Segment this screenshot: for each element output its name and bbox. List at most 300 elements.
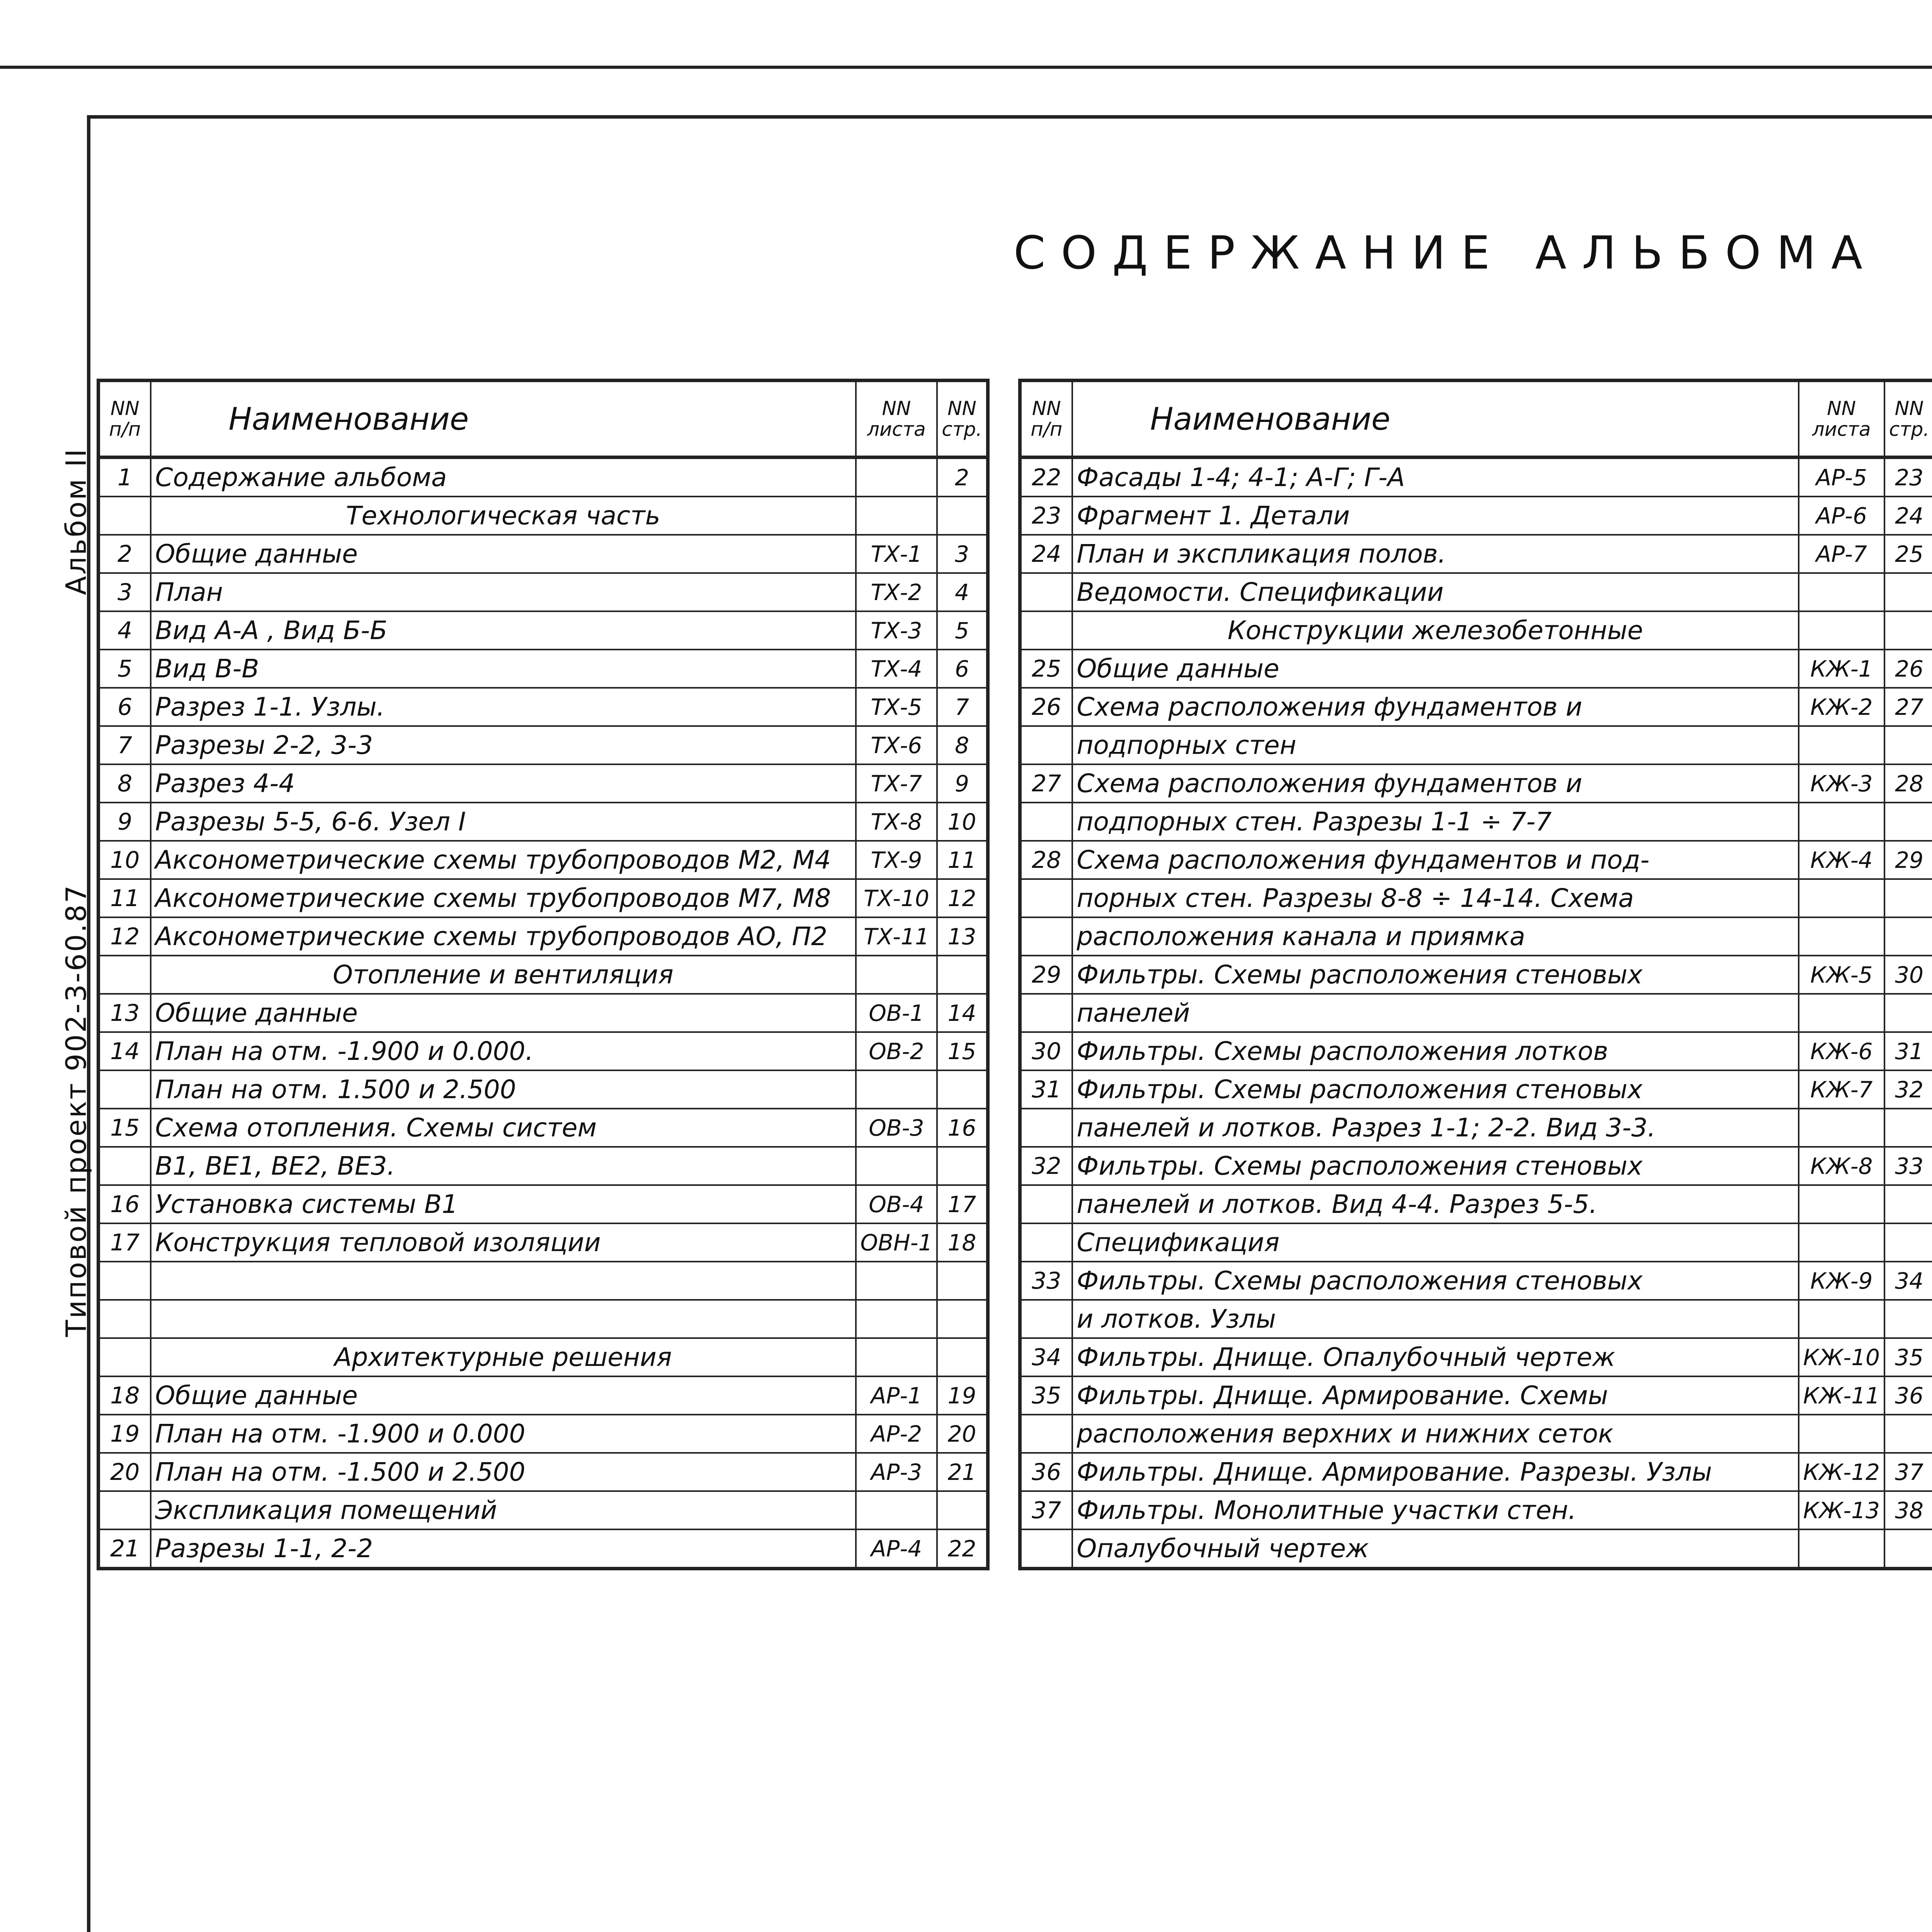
cell-sheet <box>856 457 937 497</box>
cell-name: Разрез 1-1. Узлы. <box>151 688 856 726</box>
table-row <box>1020 1147 1932 1185</box>
sheet-top-border <box>0 66 1932 69</box>
table-row <box>1020 1185 1932 1223</box>
cell-page <box>937 497 988 535</box>
table-row <box>99 573 988 611</box>
cell-sheet: ОВ-4 <box>856 1185 937 1223</box>
table-row <box>99 1300 988 1338</box>
header-name: Наименование <box>151 381 856 457</box>
cell-page <box>1884 1109 1932 1147</box>
cell-sheet <box>856 1338 937 1376</box>
cell-name: Фильтры. Монолитные участки стен. <box>1072 1491 1799 1529</box>
table-row <box>1020 1338 1932 1376</box>
cell-page: 17 <box>937 1185 988 1223</box>
cell-sheet: ТХ-11 <box>856 917 937 956</box>
cell-num: 31 <box>1020 1070 1072 1109</box>
table-row <box>99 1262 988 1300</box>
cell-num: 1 <box>99 457 151 497</box>
cell-page: 32 <box>1884 1070 1932 1109</box>
cell-sheet <box>1799 1109 1884 1147</box>
cell-num: 25 <box>1020 650 1072 688</box>
table-row <box>1020 726 1932 764</box>
cell-num: 13 <box>99 994 151 1032</box>
cell-name: Общие данные <box>151 1376 856 1415</box>
cell-sheet <box>856 1300 937 1338</box>
table-row <box>99 879 988 917</box>
table-row <box>1020 535 1932 573</box>
table-row <box>99 956 988 994</box>
cell-name: расположения канала и приямка <box>1072 917 1799 956</box>
cell-num: 34 <box>1020 1338 1072 1376</box>
cell-num: 12 <box>99 917 151 956</box>
cell-num: 9 <box>99 803 151 841</box>
cell-sheet <box>1799 1529 1884 1569</box>
table-row <box>99 1109 988 1147</box>
cell-name: Ведомости. Спецификации <box>1072 573 1799 611</box>
cell-num: 2 <box>99 535 151 573</box>
table-row <box>99 497 988 535</box>
cell-name: Вид А-А , Вид Б-Б <box>151 611 856 650</box>
table-row <box>1020 688 1932 726</box>
table-row <box>99 1032 988 1070</box>
cell-num: 20 <box>99 1453 151 1491</box>
album-label: Альбом II <box>60 447 92 595</box>
cell-name: Конструкция тепловой изоляции <box>151 1223 856 1262</box>
table-row <box>1020 764 1932 803</box>
cell-page <box>1884 573 1932 611</box>
header-num: NN п/п <box>1020 381 1072 457</box>
cell-page: 3 <box>937 535 988 573</box>
cell-num <box>99 1147 151 1185</box>
cell-name <box>151 1262 856 1300</box>
cell-sheet <box>856 1147 937 1185</box>
cell-sheet <box>1799 994 1884 1032</box>
cell-num <box>1020 1300 1072 1338</box>
cell-num: 30 <box>1020 1032 1072 1070</box>
cell-page <box>937 1491 988 1529</box>
cell-num <box>1020 726 1072 764</box>
cell-page: 37 <box>1884 1453 1932 1491</box>
table-row <box>99 1185 988 1223</box>
cell-name: Разрезы 1-1, 2-2 <box>151 1529 856 1569</box>
cell-sheet <box>1799 1223 1884 1262</box>
cell-sheet: КЖ-6 <box>1799 1032 1884 1070</box>
page-title: СОДЕРЖАНИЕ АЛЬБОМА <box>1014 226 1878 279</box>
table-row <box>99 764 988 803</box>
cell-num: 19 <box>99 1415 151 1453</box>
table-row <box>99 994 988 1032</box>
cell-page: 10 <box>937 803 988 841</box>
cell-sheet: КЖ-10 <box>1799 1338 1884 1376</box>
cell-sheet: ТХ-6 <box>856 726 937 764</box>
cell-name: Схема расположения фундаментов и под- <box>1072 841 1799 879</box>
cell-page: 21 <box>937 1453 988 1491</box>
cell-name: Фрагмент 1. Детали <box>1072 497 1799 535</box>
cell-page: 11 <box>937 841 988 879</box>
cell-num <box>99 956 151 994</box>
cell-page <box>1884 611 1932 650</box>
cell-name: Фильтры. Схемы расположения стеновых <box>1072 1147 1799 1185</box>
cell-page: 26 <box>1884 650 1932 688</box>
cell-num: 8 <box>99 764 151 803</box>
cell-num: 4 <box>99 611 151 650</box>
cell-num: 7 <box>99 726 151 764</box>
cell-sheet: ОВН-1 <box>856 1223 937 1262</box>
cell-page <box>937 956 988 994</box>
cell-page: 7 <box>937 688 988 726</box>
cell-num: 37 <box>1020 1491 1072 1529</box>
toc-table-2 <box>1018 379 1932 1570</box>
cell-num <box>99 497 151 535</box>
cell-name: Конструкции железобетонные <box>1072 611 1799 650</box>
table-row <box>1020 1070 1932 1109</box>
cell-num <box>1020 1185 1072 1223</box>
cell-num <box>1020 611 1072 650</box>
cell-name: Разрезы 2-2, 3-3 <box>151 726 856 764</box>
cell-num: 14 <box>99 1032 151 1070</box>
cell-sheet: ТХ-8 <box>856 803 937 841</box>
table-row <box>1020 1529 1932 1569</box>
cell-page <box>1884 1529 1932 1569</box>
table-row <box>99 1376 988 1415</box>
cell-page: 5 <box>937 611 988 650</box>
cell-sheet: ОВ-3 <box>856 1109 937 1147</box>
cell-sheet: КЖ-5 <box>1799 956 1884 994</box>
header-page: NN стр. <box>937 381 988 457</box>
cell-name: Фасады 1-4; 4-1; А-Г; Г-А <box>1072 457 1799 497</box>
cell-sheet: АР-5 <box>1799 457 1884 497</box>
cell-page <box>1884 994 1932 1032</box>
cell-sheet: ТХ-3 <box>856 611 937 650</box>
cell-page: 23 <box>1884 457 1932 497</box>
cell-page: 28 <box>1884 764 1932 803</box>
cell-name: Схема расположения фундаментов и <box>1072 764 1799 803</box>
cell-num: 27 <box>1020 764 1072 803</box>
cell-name: Разрезы 5-5, 6-6. Узел I <box>151 803 856 841</box>
header-page: NN стр. <box>1884 381 1932 457</box>
cell-page: 24 <box>1884 497 1932 535</box>
cell-sheet <box>856 497 937 535</box>
cell-name: порных стен. Разрезы 8-8 ÷ 14-14. Схема <box>1072 879 1799 917</box>
cell-num: 28 <box>1020 841 1072 879</box>
cell-num: 32 <box>1020 1147 1072 1185</box>
header-row <box>1020 381 1932 457</box>
cell-sheet <box>1799 611 1884 650</box>
table-row <box>1020 611 1932 650</box>
cell-page <box>1884 1300 1932 1338</box>
cell-name: Общие данные <box>151 994 856 1032</box>
table-row <box>1020 1262 1932 1300</box>
cell-name <box>151 1300 856 1338</box>
cell-page: 14 <box>937 994 988 1032</box>
table-row <box>99 650 988 688</box>
cell-name: Фильтры. Днище. Армирование. Разрезы. Узлы <box>1072 1453 1799 1491</box>
cell-page: 15 <box>937 1032 988 1070</box>
cell-sheet: ТХ-1 <box>856 535 937 573</box>
table-row <box>1020 1415 1932 1453</box>
cell-num <box>1020 573 1072 611</box>
cell-name: Спецификация <box>1072 1223 1799 1262</box>
table-row <box>99 803 988 841</box>
cell-page: 35 <box>1884 1338 1932 1376</box>
cell-name: План на отм. 1.500 и 2.500 <box>151 1070 856 1109</box>
cell-sheet <box>1799 726 1884 764</box>
table-row <box>1020 1109 1932 1147</box>
cell-sheet: ОВ-1 <box>856 994 937 1032</box>
cell-sheet <box>1799 879 1884 917</box>
cell-sheet <box>1799 1300 1884 1338</box>
cell-name: Вид В-В <box>151 650 856 688</box>
cell-name: и лотков. Узлы <box>1072 1300 1799 1338</box>
cell-name: Аксонометрические схемы трубопроводов М7, М8 <box>151 879 856 917</box>
cell-sheet: КЖ-2 <box>1799 688 1884 726</box>
cell-num <box>1020 1223 1072 1262</box>
table-row <box>99 1147 988 1185</box>
cell-num: 15 <box>99 1109 151 1147</box>
cell-page: 20 <box>937 1415 988 1453</box>
cell-page: 29 <box>1884 841 1932 879</box>
cell-sheet <box>1799 803 1884 841</box>
cell-page: 6 <box>937 650 988 688</box>
cell-num <box>99 1338 151 1376</box>
cell-num: 36 <box>1020 1453 1072 1491</box>
cell-page: 22 <box>937 1529 988 1569</box>
cell-name: Отопление и вентиляция <box>151 956 856 994</box>
cell-name: Общие данные <box>1072 650 1799 688</box>
cell-sheet <box>1799 1185 1884 1223</box>
table-row <box>1020 1491 1932 1529</box>
cell-name: Фильтры. Днище. Армирование. Схемы <box>1072 1376 1799 1415</box>
cell-num: 23 <box>1020 497 1072 535</box>
cell-name: Экспликация помещений <box>151 1491 856 1529</box>
cell-page <box>1884 917 1932 956</box>
table-row <box>1020 1300 1932 1338</box>
cell-page <box>1884 1223 1932 1262</box>
table-row <box>1020 1376 1932 1415</box>
cell-page: 36 <box>1884 1376 1932 1415</box>
cell-sheet: АР-3 <box>856 1453 937 1491</box>
cell-name: Фильтры. Схемы расположения лотков <box>1072 1032 1799 1070</box>
header-sheet: NN листа <box>856 381 937 457</box>
cell-page <box>937 1300 988 1338</box>
cell-sheet: ТХ-2 <box>856 573 937 611</box>
table-row <box>99 611 988 650</box>
cell-sheet: АР-6 <box>1799 497 1884 535</box>
cell-name: панелей и лотков. Вид 4-4. Разрез 5-5. <box>1072 1185 1799 1223</box>
table-row <box>1020 650 1932 688</box>
cell-name: В1, ВЕ1, ВЕ2, ВЕ3. <box>151 1147 856 1185</box>
cell-sheet <box>856 1070 937 1109</box>
cell-num: 21 <box>99 1529 151 1569</box>
cell-name: Схема расположения фундаментов и <box>1072 688 1799 726</box>
cell-num <box>99 1070 151 1109</box>
cell-num <box>99 1262 151 1300</box>
cell-sheet: ТХ-7 <box>856 764 937 803</box>
cell-sheet: ТХ-5 <box>856 688 937 726</box>
toc-table-1 <box>97 379 990 1570</box>
cell-name: подпорных стен. Разрезы 1-1 ÷ 7-7 <box>1072 803 1799 841</box>
cell-num <box>1020 917 1072 956</box>
cell-name: План на отм. -1.900 и 0.000 <box>151 1415 856 1453</box>
cell-sheet <box>856 956 937 994</box>
cell-num: 5 <box>99 650 151 688</box>
header-sheet: NN листа <box>1799 381 1884 457</box>
table-row <box>99 726 988 764</box>
cell-sheet <box>856 1262 937 1300</box>
cell-page: 31 <box>1884 1032 1932 1070</box>
cell-num: 35 <box>1020 1376 1072 1415</box>
cell-name: Разрез 4-4 <box>151 764 856 803</box>
cell-page: 27 <box>1884 688 1932 726</box>
cell-num: 3 <box>99 573 151 611</box>
table-row <box>99 1453 988 1491</box>
cell-sheet <box>856 1491 937 1529</box>
table-row <box>99 841 988 879</box>
cell-name: План и экспликация полов. <box>1072 535 1799 573</box>
cell-sheet: КЖ-12 <box>1799 1453 1884 1491</box>
table-row <box>1020 803 1932 841</box>
cell-num <box>1020 879 1072 917</box>
cell-num: 33 <box>1020 1262 1072 1300</box>
cell-name: План <box>151 573 856 611</box>
table-row <box>99 457 988 497</box>
table-row <box>1020 917 1932 956</box>
cell-page <box>1884 1415 1932 1453</box>
table-row <box>1020 1223 1932 1262</box>
cell-num: 29 <box>1020 956 1072 994</box>
cell-page: 30 <box>1884 956 1932 994</box>
cell-num <box>1020 994 1072 1032</box>
cell-sheet <box>1799 1415 1884 1453</box>
table-row <box>1020 1032 1932 1070</box>
header-row <box>99 381 988 457</box>
cell-name: Технологическая часть <box>151 497 856 535</box>
cell-page: 12 <box>937 879 988 917</box>
cell-name: подпорных стен <box>1072 726 1799 764</box>
cell-page <box>937 1262 988 1300</box>
cell-page: 19 <box>937 1376 988 1415</box>
table-row <box>99 1529 988 1569</box>
cell-sheet: КЖ-1 <box>1799 650 1884 688</box>
header-name: Наименование <box>1072 381 1799 457</box>
cell-name: панелей и лотков. Разрез 1-1; 2-2. Вид 3-3. <box>1072 1109 1799 1147</box>
table-row <box>99 1223 988 1262</box>
cell-page: 9 <box>937 764 988 803</box>
cell-page <box>1884 803 1932 841</box>
cell-sheet: КЖ-4 <box>1799 841 1884 879</box>
cell-page: 8 <box>937 726 988 764</box>
table-row <box>1020 573 1932 611</box>
cell-sheet: КЖ-11 <box>1799 1376 1884 1415</box>
table-row <box>1020 497 1932 535</box>
cell-sheet: ТХ-4 <box>856 650 937 688</box>
cell-sheet: АР-4 <box>856 1529 937 1569</box>
cell-sheet <box>1799 573 1884 611</box>
cell-page: 33 <box>1884 1147 1932 1185</box>
table-row <box>1020 994 1932 1032</box>
table-row <box>1020 956 1932 994</box>
table-row <box>99 917 988 956</box>
table-row <box>1020 457 1932 497</box>
cell-num: 22 <box>1020 457 1072 497</box>
cell-num: 17 <box>99 1223 151 1262</box>
cell-num: 16 <box>99 1185 151 1223</box>
cell-page: 16 <box>937 1109 988 1147</box>
cell-name: панелей <box>1072 994 1799 1032</box>
cell-name: Фильтры. Днище. Опалубочный чертеж <box>1072 1338 1799 1376</box>
cell-name: Фильтры. Схемы расположения стеновых <box>1072 1070 1799 1109</box>
table-row <box>99 1415 988 1453</box>
cell-name: Общие данные <box>151 535 856 573</box>
cell-name: План на отм. -1.500 и 2.500 <box>151 1453 856 1491</box>
cell-sheet: АР-7 <box>1799 535 1884 573</box>
table-row <box>1020 841 1932 879</box>
cell-page <box>937 1147 988 1185</box>
cell-sheet: АР-2 <box>856 1415 937 1453</box>
cell-name: Опалубочный чертеж <box>1072 1529 1799 1569</box>
cell-page: 25 <box>1884 535 1932 573</box>
cell-name: Схема отопления. Схемы систем <box>151 1109 856 1147</box>
cell-page: 2 <box>937 457 988 497</box>
cell-name: Установка системы В1 <box>151 1185 856 1223</box>
cell-name: Фильтры. Схемы расположения стеновых <box>1072 956 1799 994</box>
cell-sheet: КЖ-7 <box>1799 1070 1884 1109</box>
table-row <box>1020 1453 1932 1491</box>
table-row <box>99 1338 988 1376</box>
cell-name: Архитектурные решения <box>151 1338 856 1376</box>
cell-page: 38 <box>1884 1491 1932 1529</box>
cell-num <box>1020 803 1072 841</box>
cell-num: 26 <box>1020 688 1072 726</box>
cell-num <box>99 1300 151 1338</box>
cell-page: 34 <box>1884 1262 1932 1300</box>
table-row <box>99 1491 988 1529</box>
cell-num <box>1020 1415 1072 1453</box>
cell-page: 18 <box>937 1223 988 1262</box>
cell-sheet: ТХ-10 <box>856 879 937 917</box>
cell-num: 6 <box>99 688 151 726</box>
cell-name: Фильтры. Схемы расположения стеновых <box>1072 1262 1799 1300</box>
cell-sheet: КЖ-13 <box>1799 1491 1884 1529</box>
table-row <box>1020 879 1932 917</box>
cell-page: 13 <box>937 917 988 956</box>
cell-name: Содержание альбома <box>151 457 856 497</box>
cell-num: 24 <box>1020 535 1072 573</box>
cell-sheet: ТХ-9 <box>856 841 937 879</box>
cell-num <box>1020 1529 1072 1569</box>
cell-page <box>1884 879 1932 917</box>
cell-name: План на отм. -1.900 и 0.000. <box>151 1032 856 1070</box>
cell-num: 18 <box>99 1376 151 1415</box>
cell-sheet: ОВ-2 <box>856 1032 937 1070</box>
cell-name: расположения верхних и нижних сеток <box>1072 1415 1799 1453</box>
cell-num <box>99 1491 151 1529</box>
cell-sheet: КЖ-3 <box>1799 764 1884 803</box>
cell-num <box>1020 1109 1072 1147</box>
table-row <box>99 688 988 726</box>
table-row <box>99 1070 988 1109</box>
cell-num: 11 <box>99 879 151 917</box>
cell-sheet: КЖ-8 <box>1799 1147 1884 1185</box>
table-row <box>99 535 988 573</box>
cell-page <box>1884 1185 1932 1223</box>
cell-sheet <box>1799 917 1884 956</box>
cell-page <box>937 1070 988 1109</box>
cell-name: Аксонометрические схемы трубопроводов М2, М4 <box>151 841 856 879</box>
project-label: Типовой проект 902-3-60.87 <box>60 884 92 1337</box>
cell-name: Аксонометрические схемы трубопроводов АО, П2 <box>151 917 856 956</box>
header-num: NN п/п <box>99 381 151 457</box>
